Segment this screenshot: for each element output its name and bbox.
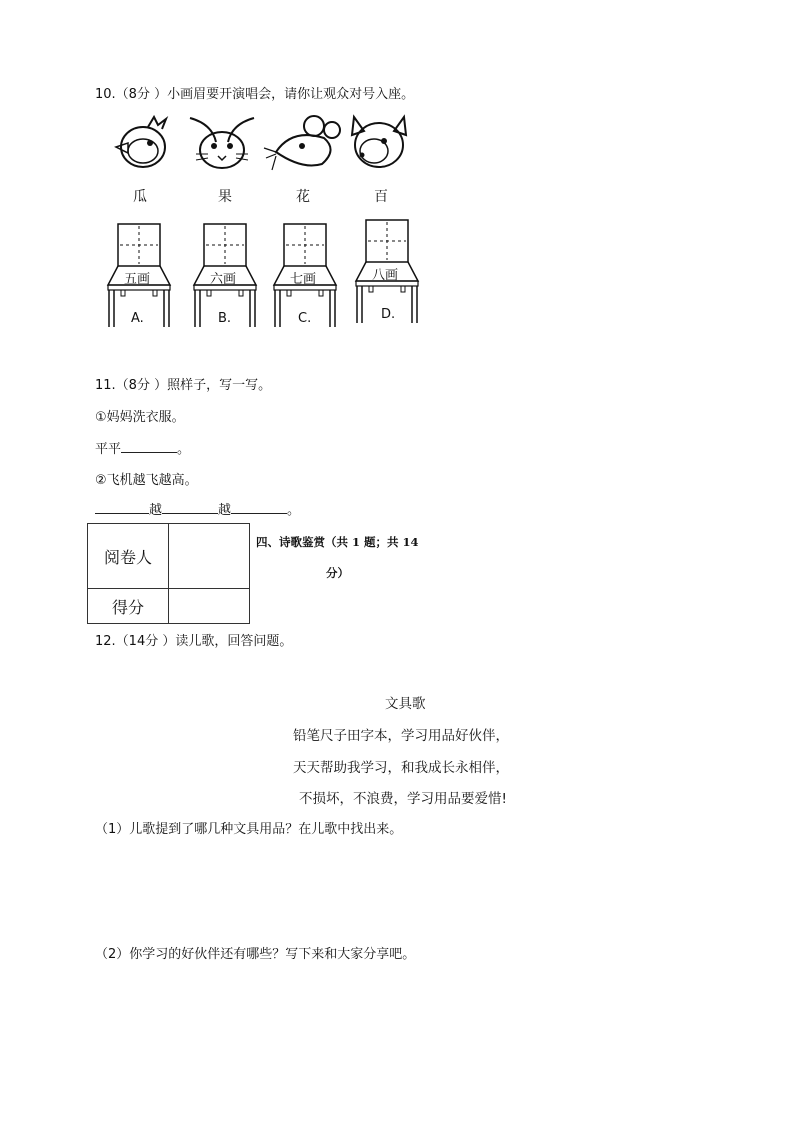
animal-label: 百 xyxy=(374,189,388,205)
score-table xyxy=(87,523,250,624)
poem-line: 不损坏，不浪费，学习用品要爱惜! xyxy=(299,791,507,807)
deer-icon xyxy=(346,113,412,173)
poem-line: 天天帮助我学习，和我成长永相伴， xyxy=(293,760,509,776)
animal-label: 果 xyxy=(218,189,232,205)
reviewer-cell[interactable] xyxy=(169,524,250,589)
q11-example1: ①妈妈洗衣服。 xyxy=(95,410,185,425)
option-label: A. xyxy=(131,311,144,326)
poem-line: 铅笔尺子田字本，学习用品好伙伴， xyxy=(293,728,509,744)
score-label: 得分 xyxy=(88,589,169,624)
chick-icon xyxy=(108,113,174,173)
chair-seat-label: 六画 xyxy=(210,272,237,287)
animal-label: 瓜 xyxy=(133,189,147,205)
fill2-blank-2[interactable] xyxy=(162,501,218,514)
mouse-icon xyxy=(262,112,342,178)
q12-title: 12.（14分 ）读儿歌，回答问题。 xyxy=(95,634,293,649)
fill2-word2: 越 xyxy=(218,503,232,518)
chair-seat-label: 七画 xyxy=(290,272,317,287)
animal-label: 花 xyxy=(296,189,310,205)
fill1-blank[interactable] xyxy=(121,440,177,453)
score-cell[interactable] xyxy=(169,589,250,624)
fill2-blank-3[interactable] xyxy=(231,501,287,514)
section4-title-line2: 分） xyxy=(326,566,349,580)
fill2-suffix: 。 xyxy=(287,503,301,518)
option-label: D. xyxy=(381,307,396,322)
q11-title: 11.（8分 ）照样子，写一写。 xyxy=(95,378,272,393)
fill2-word1: 越 xyxy=(149,503,163,518)
rabbit-icon xyxy=(182,112,262,174)
option-label: C. xyxy=(298,311,312,326)
reviewer-label: 阅卷人 xyxy=(88,524,169,589)
option-label: B. xyxy=(218,311,232,326)
section4-title-line1: 四、诗歌鉴赏（共 1 题；共 14 xyxy=(256,535,419,549)
q11-example2: ②飞机越飞越高。 xyxy=(95,473,198,488)
q11-fill1 xyxy=(95,438,190,457)
fill1-prefix: 平平 xyxy=(95,442,122,457)
q12-sub1: （1）儿歌提到了哪几种文具用品？在儿歌中找出来。 xyxy=(95,822,403,837)
q12-sub2: （2）你学习的好伙伴还有哪些？写下来和大家分享吧。 xyxy=(95,947,416,962)
fill2-blank-1[interactable] xyxy=(95,501,149,514)
fill1-suffix: 。 xyxy=(177,442,191,457)
chair-seat-label: 五画 xyxy=(124,272,151,287)
poem-title: 文具歌 xyxy=(385,696,426,712)
q10-title: 10.（8分 ）小画眉要开演唱会，请你让观众对号入座。 xyxy=(95,87,415,102)
q11-fill2 xyxy=(95,499,300,518)
chair-seat-label: 八画 xyxy=(372,268,399,283)
